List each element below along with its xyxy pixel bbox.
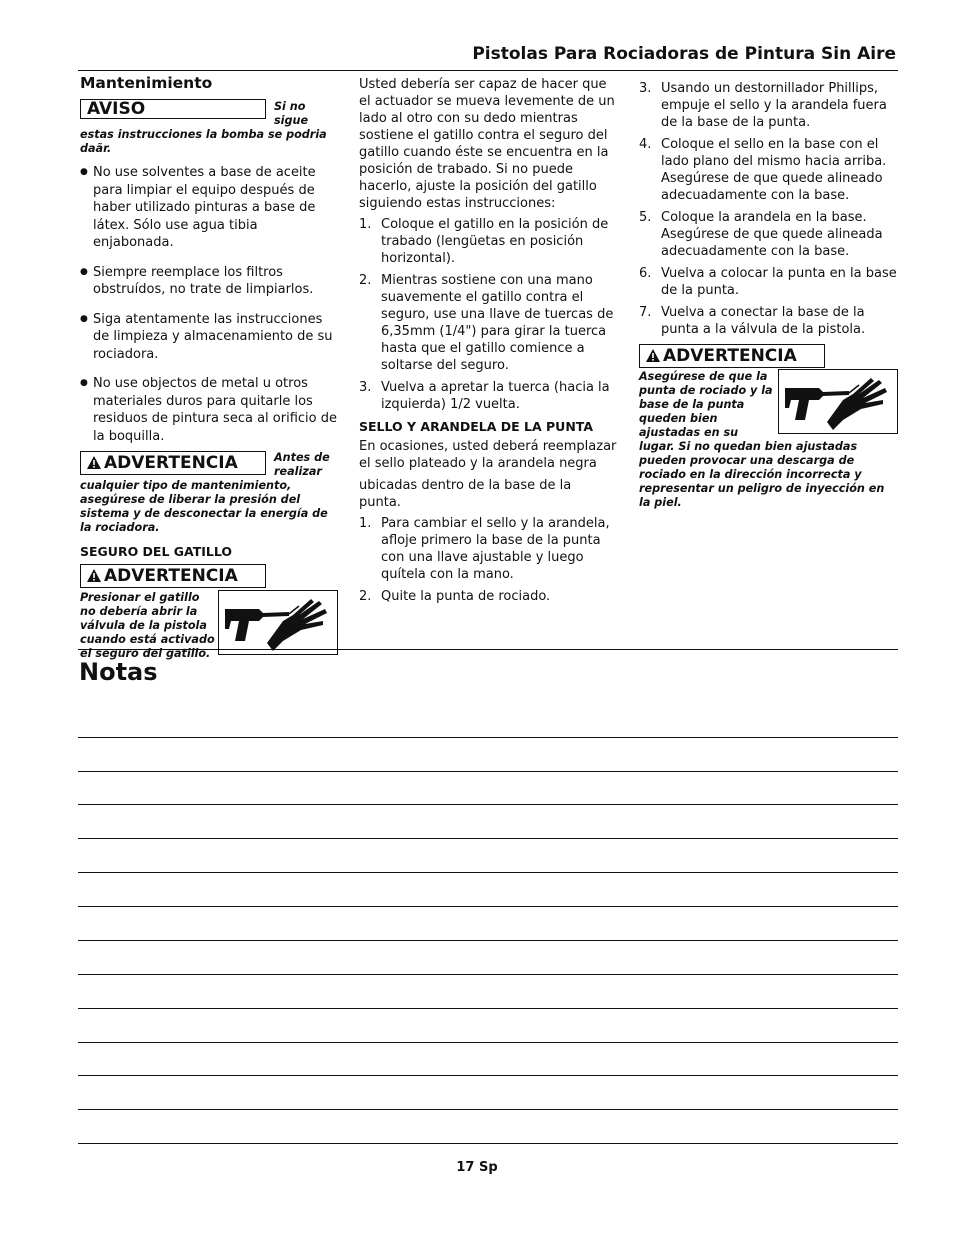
list-item: 1. Para cambiar el sello y la arandela, afloje primero la base de la punta con una llave ajustable y luego quítela con la mano. bbox=[359, 516, 610, 582]
notes-rule bbox=[78, 649, 898, 650]
notes-line bbox=[78, 906, 898, 907]
aviso-label: AVISO bbox=[87, 99, 146, 119]
warning-tip-tight bbox=[639, 370, 899, 510]
intro-paragraph: Usted debería ser capaz de hacer que el actuador se mueva levemente de un lado al otro con su dedo mientras sostiene el gatillo contra el seguro del gatillo cuando éste se encuentra en la posición de trabado. Si no puede hacerlo, ajuste la posición del gatillo siguiendo estas instrucciones: bbox=[359, 77, 615, 211]
list-item: ● Siga atentamente las instrucciones de limpieza y almacenamiento de su rociadora. bbox=[80, 311, 338, 364]
warning-label: ADVERTENCIA bbox=[104, 453, 238, 473]
page-number: 17 Sp bbox=[456, 1160, 498, 1175]
trigger-steps-list bbox=[359, 216, 617, 413]
injection-hazard-image bbox=[778, 369, 898, 434]
notes-line bbox=[78, 872, 898, 873]
notes-line bbox=[78, 940, 898, 941]
warning-triangle-icon bbox=[646, 349, 660, 362]
list-item: 7. Vuelva a conectar la base de la punta a la válvula de la pistola. bbox=[639, 305, 866, 337]
warning-trigger-lock bbox=[80, 591, 338, 661]
aviso-text-lead: Si no sigue bbox=[274, 100, 309, 127]
warning-text: cualquier tipo de mantenimiento, asegúrese de liberar la presión del sistema y de desconectar la energía de la rociadora. bbox=[80, 479, 328, 534]
column-trigger-adjust bbox=[359, 76, 617, 610]
warning-label-box bbox=[639, 344, 825, 368]
warning-label: ADVERTENCIA bbox=[104, 566, 238, 586]
warning-label-box bbox=[80, 564, 266, 588]
notes-line bbox=[78, 1143, 898, 1144]
warning-triangle-icon bbox=[87, 569, 101, 582]
notes-line bbox=[78, 804, 898, 805]
tip-seal-paragraph-2: ubicadas dentro de la base de la punta. bbox=[359, 478, 572, 510]
list-item: 1. Coloque el gatillo en la posición de trabado (lengüetas en posición horizontal). bbox=[359, 217, 609, 266]
spray-gun-hand-icon bbox=[779, 370, 897, 433]
list-item: ● Siempre reemplace los filtros obstruídos, no trate de limpiarlos. bbox=[80, 264, 338, 299]
injection-hazard-image bbox=[218, 590, 338, 655]
list-item: 6. Vuelva a colocar la punta en la base de la punta. bbox=[639, 266, 897, 298]
column-tip-seal-steps bbox=[639, 76, 899, 510]
subheading-tip-seal: SELLO Y ARANDELA DE LA PUNTA bbox=[359, 419, 594, 434]
page-header-title: Pistolas Para Rociadoras de Pintura Sin Aire bbox=[472, 44, 896, 64]
tip-seal-paragraph: En ocasiones, usted deberá reemplazar el sello plateado y la arandela negra bbox=[359, 439, 617, 471]
spray-gun-hand-icon bbox=[219, 591, 337, 654]
list-item: ● No use solventes a base de aceite para limpiar el equipo después de haber utilizado pinturas a base de látex. Sólo use agua tibia enjabonada. bbox=[80, 164, 338, 252]
tip-seal-steps-list-cont bbox=[639, 80, 899, 338]
list-item: 2. Mientras sostiene con una mano suavemente el gatillo contra el seguro, use una llave de tuercas de 6,35mm (1/4") para girar la tuerca hasta que el gatillo comience a soltarse del seguro. bbox=[359, 273, 614, 373]
list-item: 5. Coloque la arandela en la base. Asegúrese de que quede alineada adecuadamente con la base. bbox=[639, 210, 883, 259]
warning-triangle-icon bbox=[87, 456, 101, 469]
aviso-text: estas instrucciones la bomba se podria daãr. bbox=[80, 128, 327, 155]
notes-line bbox=[78, 838, 898, 839]
list-item: 3. Usando un destornillador Phillips, empuje el sello y la arandela fuera de la base de la punta. bbox=[639, 81, 887, 130]
aviso-label-box bbox=[80, 99, 266, 119]
list-item: 2. Quite la punta de rociado. bbox=[359, 589, 551, 604]
notes-line bbox=[78, 974, 898, 975]
subheading-trigger-lock: SEGURO DEL GATILLO bbox=[80, 544, 233, 559]
header-rule bbox=[78, 70, 898, 71]
warning-text-lead: Asegúrese de que la punta de rociado y la base de la punta queden bien ajustadas en su bbox=[639, 370, 773, 439]
list-item: 4. Coloque el sello en la base con el lado plano del mismo hacia arriba. Asegúrese de que quede alineado adecuadamente con la base. bbox=[639, 137, 887, 203]
tip-seal-steps-list bbox=[359, 515, 617, 605]
maintenance-bullet-list bbox=[80, 164, 338, 445]
list-item: 3. Vuelva a apretar la tuerca (hacia la izquierda) 1/2 vuelta. bbox=[359, 380, 610, 412]
aviso-notice bbox=[80, 100, 338, 156]
notes-line bbox=[78, 1008, 898, 1009]
notes-line bbox=[78, 1109, 898, 1110]
column-maintenance bbox=[80, 75, 338, 661]
notes-line bbox=[78, 1075, 898, 1076]
warning-label: ADVERTENCIA bbox=[663, 346, 797, 366]
warning-label-box bbox=[80, 451, 266, 475]
notes-line bbox=[78, 737, 898, 738]
warning-text: lugar. Si no quedan bien ajustadas pueden provocar una descarga de rociado en la dirección incorrecta y representar un peligro de inyección en la piel. bbox=[639, 440, 885, 509]
warning-maintenance bbox=[80, 451, 338, 535]
section-heading-maintenance: Mantenimiento bbox=[80, 74, 213, 92]
notes-line bbox=[78, 1042, 898, 1043]
list-item: ● No use objectos de metal u otros materiales duros para quitarle los residuos de pintura seca al orificio de la boquilla. bbox=[80, 375, 338, 445]
notes-title: Notas bbox=[79, 658, 158, 686]
notes-line bbox=[78, 771, 898, 772]
warning-text-lead: Antes de realizar bbox=[274, 451, 330, 478]
warning-text: Presionar el gatillo no debería abrir la válvula de la pistola cuando está activado el seguro del gatillo. bbox=[80, 591, 215, 660]
